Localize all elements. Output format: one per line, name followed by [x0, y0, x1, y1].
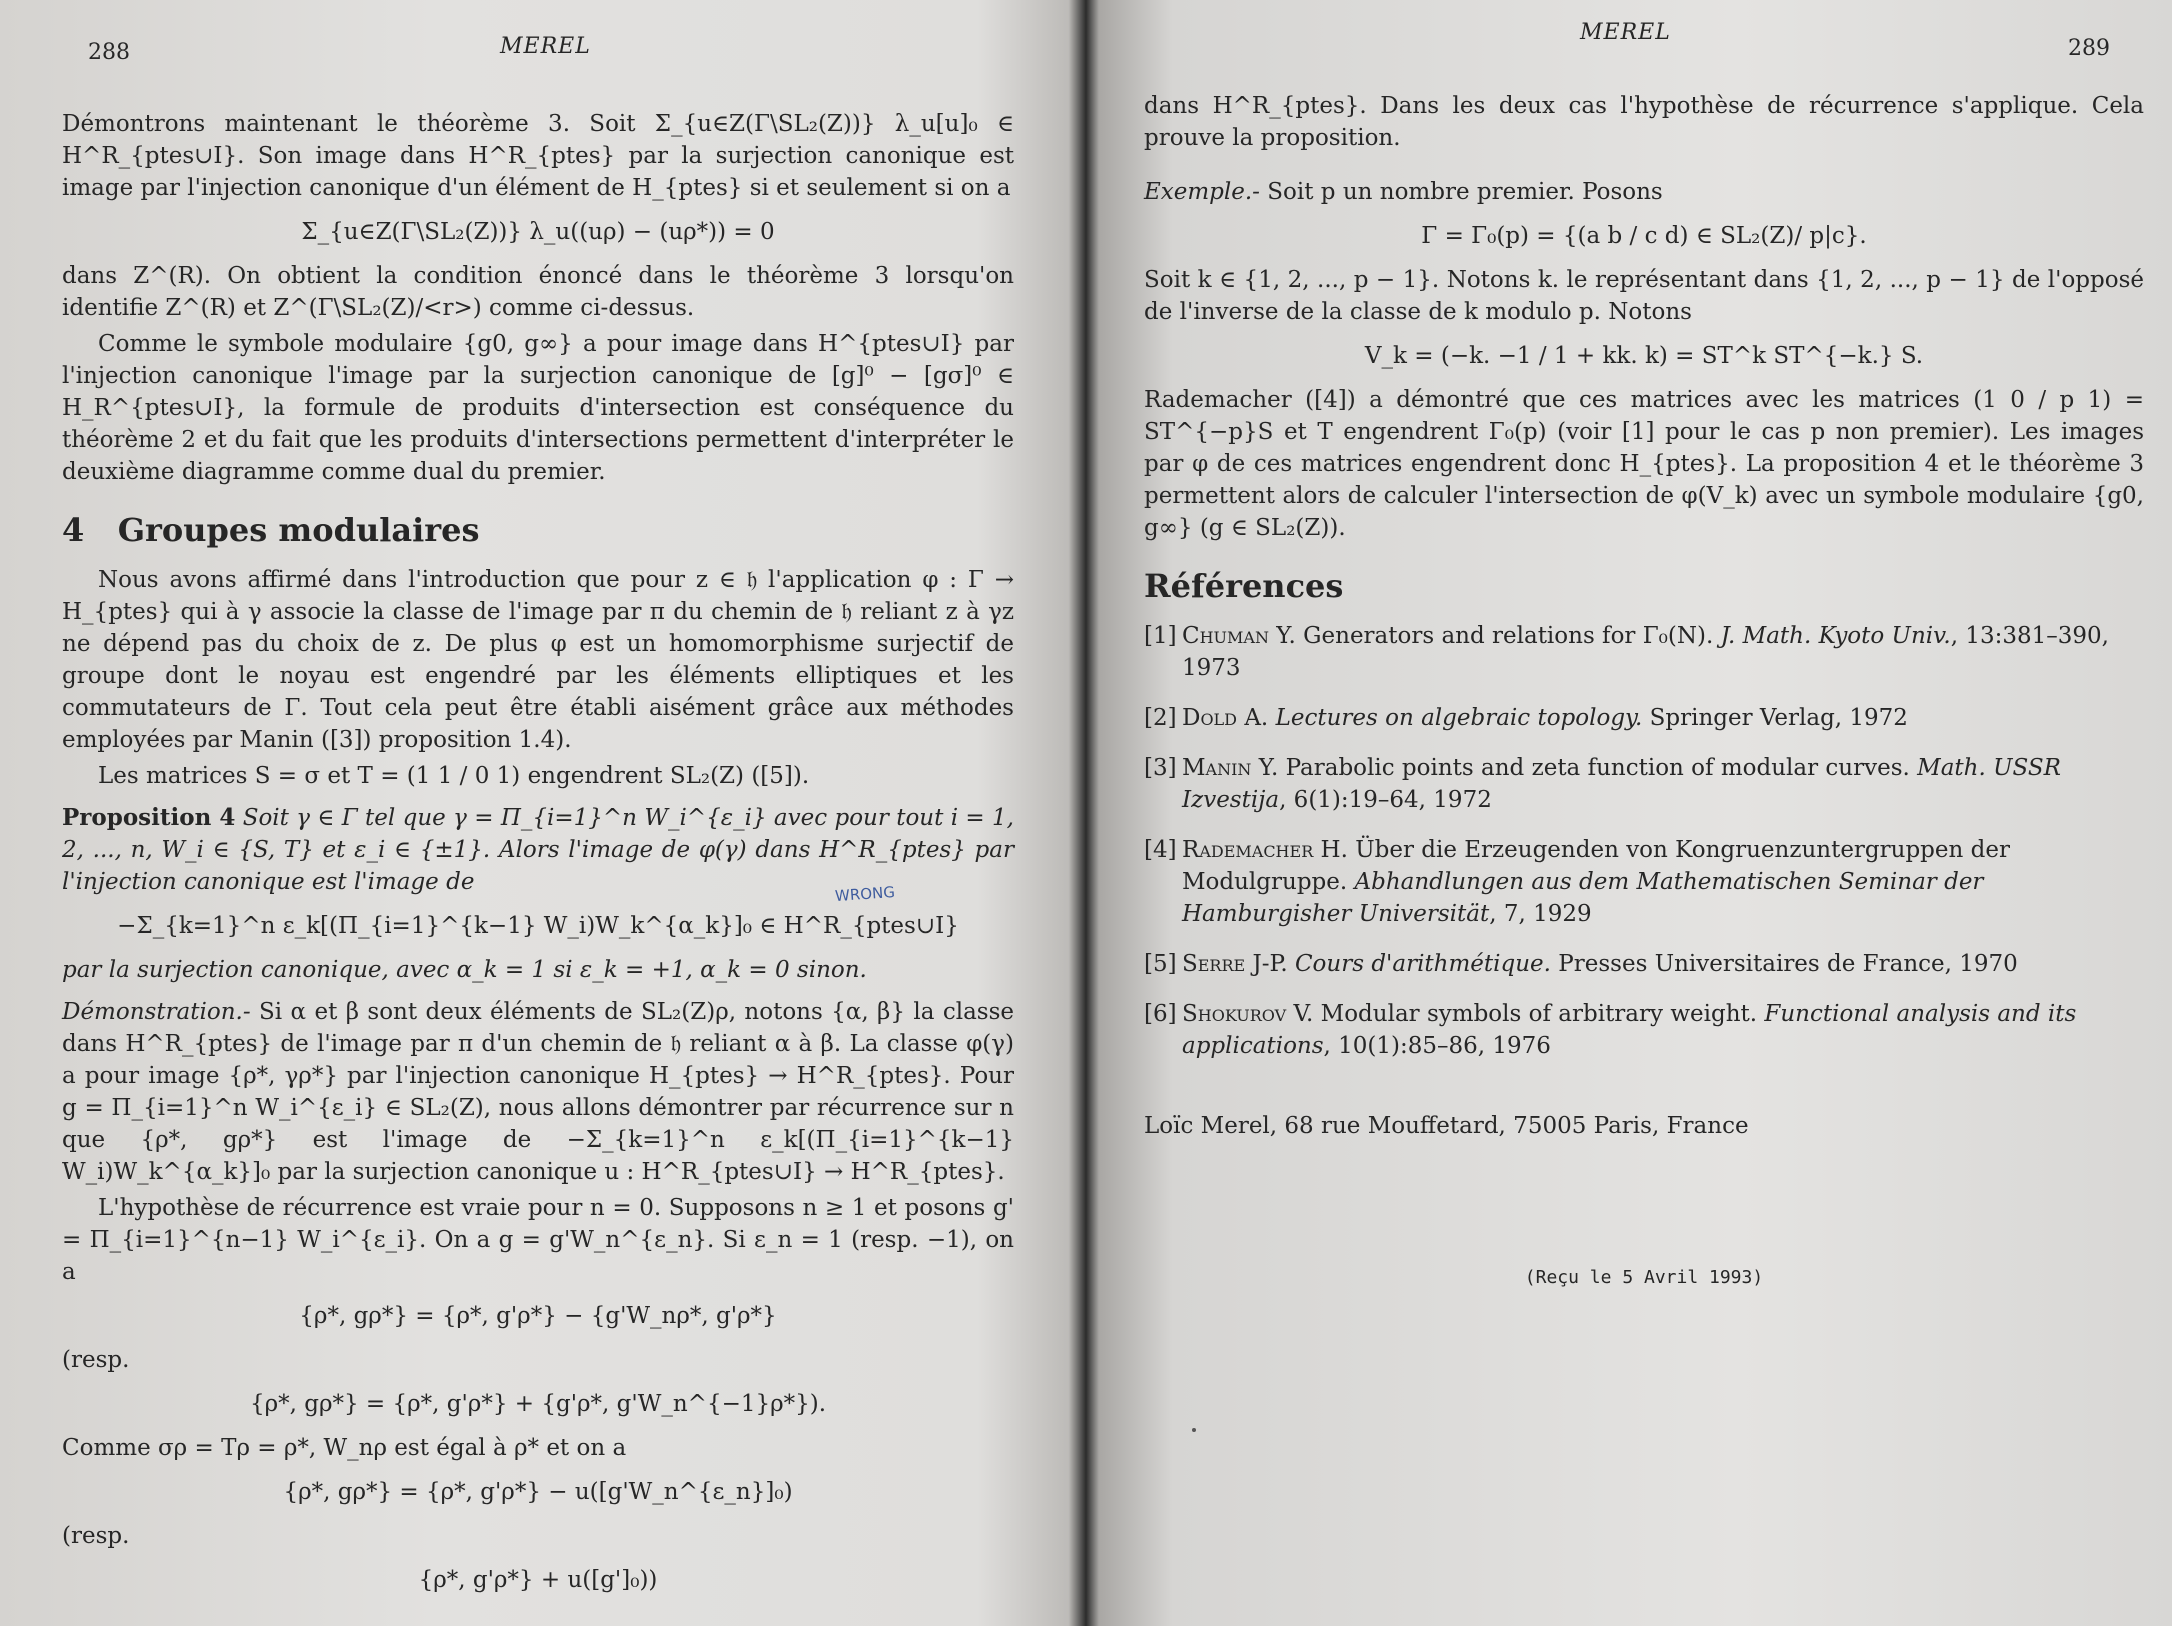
reference-rest: , 7, 1929	[1489, 901, 1592, 927]
paragraph: L'hypothèse de récurrence est vraie pour n = 0. Supposons n ≥ 1 et posons g' = Π_{i=1}^{n−1} W_i^{ε_i}. On a g = g'W_n^{ε_n}. Si ε_n = 1 (resp. −1), on a	[62, 1195, 1014, 1285]
proposition-equation: −Σ_{k=1}^n ε_k[(Π_{i=1}^{k−1} W_i)W_k^{α_k}]₀ ∈ H^R_{ptes∪I}	[117, 913, 959, 939]
resp-label: (resp.	[62, 1347, 130, 1373]
reference-item	[1144, 702, 2144, 734]
equation: Σ_{u∈Z(Γ\SL₂(Z))} λ_u((uρ) − (uρ*)) = 0	[301, 219, 775, 245]
reference-title: Über die Erzeugenden von Kongruenzuntergruppen der Modulgruppe.	[1182, 837, 2010, 895]
reference-item	[1144, 752, 2144, 816]
references-heading: Références	[1144, 567, 1344, 605]
section-number: 4	[62, 511, 85, 549]
reference-venue: J. Math. Kyoto Univ.	[1720, 623, 1951, 649]
proposition-text: Soit γ ∈ Γ tel que γ = Π_{i=1}^n W_i^{ε_i} avec pour tout i = 1, 2, ..., n, W_i ∈ {S, T} et ε_i ∈ {±1}. Alors l'image de φ(γ) dans H^R_{ptes} par l'injection canonique est l'image de	[62, 805, 1014, 895]
left-page-body	[62, 108, 1014, 1608]
running-head: MEREL	[1580, 20, 1671, 45]
reference-rest: Springer Verlag, 1972	[1649, 705, 1908, 731]
reference-number: [6]	[1144, 1001, 1177, 1027]
reference-author: Rademacher H.	[1182, 837, 1348, 863]
print-speck	[1192, 1428, 1196, 1432]
paragraph: Nous avons affirmé dans l'introduction que pour z ∈ 𝔥 l'application φ : Γ → H_{ptes} qui à γ associe la classe de l'image par π du chemin de 𝔥 reliant z à γz ne dépend pas du choix de z. De plus φ est un homomorphisme surjectif de groupe dont le noyau est engendré par les éléments elliptiques et les commutateurs de Γ. Tout cela peut être établi aisément grâce aux méthodes employées par Manin ([3]) proposition 1.4).	[62, 567, 1014, 753]
author-address: Loïc Merel, 68 rue Mouffetard, 75005 Paris, France	[1144, 1113, 1749, 1139]
paragraph: Rademacher ([4]) a démontré que ces matrices avec les matrices (1 0 / p 1) = ST^{−p}S et T engendrent Γ₀(p) (voir [1] pour le cas p non premier). Les images par φ de ces matrices engendrent donc H_{ptes}. La proposition 4 et le théorème 3 permettent alors de calculer l'intersection de φ(V_k) avec un symbole modulaire {g0, g∞} (g ∈ SL₂(Z)).	[1144, 387, 2144, 541]
reference-author: Shokurov V.	[1182, 1001, 1314, 1027]
example-label: Exemple.-	[1144, 179, 1260, 205]
reference-title: Lectures on algebraic topology.	[1275, 705, 1643, 731]
paragraph: Soit k ∈ {1, 2, ..., p − 1}. Notons k. le représentant dans {1, 2, ..., p − 1} de l'opposé de l'inverse de la classe de k modulo p. Notons	[1144, 267, 2144, 325]
right-page	[1100, 0, 2172, 1626]
reference-number: [3]	[1144, 755, 1177, 781]
reference-item	[1144, 998, 2144, 1062]
reference-number: [5]	[1144, 951, 1177, 977]
paragraph: Démontrons maintenant le théorème 3. Soit Σ_{u∈Z(Γ\SL₂(Z))} λ_u[u]₀ ∈ H^R_{ptes∪I}. Son image dans H^R_{ptes} par la surjection canonique est image par l'injection canonique d'un élément de H_{ptes} si et seulement si on a	[62, 111, 1014, 201]
reference-number: [2]	[1144, 705, 1177, 731]
paragraph: Comme le symbole modulaire {g0, g∞} a pour image dans H^{ptes∪I} par l'injection canonique l'image par la surjection canonique de [g]⁰ − [gσ]⁰ ∈ H_R^{ptes∪I}, la formule de produits d'intersection est conséquence du théorème 2 et du fait que les produits d'intersections permettent d'interpréter le deuxième diagramme comme dual du premier.	[62, 331, 1014, 485]
section-title: Groupes modulaires	[117, 511, 480, 549]
reference-author: Chuman Y.	[1182, 623, 1296, 649]
reference-number: [4]	[1144, 837, 1177, 863]
equation: {ρ*, gρ*} = {ρ*, g'ρ*} − {g'W_nρ*, g'ρ*}	[299, 1303, 777, 1329]
equation: V_k = (−k. −1 / 1 + kk. k) = ST^k ST^{−k.} S.	[1364, 343, 1924, 369]
reference-venue: Math. USSR Izvestija	[1182, 755, 2061, 813]
equation: Γ = Γ₀(p) = {(a b / c d) ∈ SL₂(Z)/ p|c}.	[1421, 223, 1867, 249]
reference-item	[1144, 834, 2144, 930]
reference-author: Dold A.	[1182, 705, 1269, 731]
reference-title: Parabolic points and zeta function of modular curves.	[1285, 755, 1910, 781]
demonstration	[62, 996, 1014, 1188]
reference-number: [1]	[1144, 623, 1177, 649]
proposition-tail: par la surjection canonique, avec α_k = 1 si ε_k = +1, α_k = 0 sinon.	[62, 957, 867, 983]
left-page	[0, 0, 1060, 1626]
section-heading	[62, 511, 1014, 549]
reference-venue: Abhandlungen aus dem Mathematischen Seminar der Hamburgisher Universität	[1182, 869, 1984, 927]
right-page-body	[1144, 90, 2144, 1294]
equation: {ρ*, gρ*} = {ρ*, g'ρ*} + {g'ρ*, g'W_n^{−1}ρ*}).	[249, 1391, 827, 1417]
received-date: (Reçu le 5 Avril 1993)	[1524, 1267, 1764, 1288]
paragraph: Les matrices S = σ et T = (1 1 / 0 1) engendrent SL₂(Z) ([5]).	[98, 763, 810, 789]
reference-item	[1144, 620, 2144, 684]
reference-rest: , 6(1):19–64, 1972	[1279, 787, 1492, 813]
reference-venue: Cours d'arithmétique.	[1294, 951, 1551, 977]
proposition-label: Proposition 4	[62, 804, 236, 831]
example-text: Soit p un nombre premier. Posons	[1267, 179, 1663, 205]
paragraph: dans H^R_{ptes}. Dans les deux cas l'hypothèse de récurrence s'applique. Cela prouve la proposition.	[1144, 93, 2144, 151]
example	[1144, 176, 2144, 208]
paragraph: dans Z^(R). On obtient la condition énoncé dans le théorème 3 lorsqu'on identifie Z^(R) et Z^(Γ\SL₂(Z)/<r>) comme ci-dessus.	[62, 263, 1014, 321]
reference-venue: Functional analysis and its applications	[1182, 1001, 2077, 1059]
references-section	[1144, 567, 2144, 1062]
reference-rest: Presses Universitaires de France, 1970	[1558, 951, 2018, 977]
reference-item	[1144, 948, 2144, 980]
reference-title: Generators and relations for Γ₀(N).	[1303, 623, 1714, 649]
running-head: MEREL	[500, 34, 591, 59]
handwritten-annotation: WRONG	[834, 882, 896, 906]
reference-author: Manin Y.	[1182, 755, 1279, 781]
demo-label: Démonstration.-	[62, 999, 251, 1025]
paragraph: Comme σρ = Tρ = ρ*, W_nρ est égal à ρ* et on a	[62, 1435, 627, 1461]
equation: {ρ*, gρ*} = {ρ*, g'ρ*} − u([g'W_n^{ε_n}]₀)	[283, 1479, 793, 1505]
reference-rest: , 10(1):85–86, 1976	[1323, 1033, 1551, 1059]
resp-label: (resp.	[62, 1523, 130, 1549]
equation: {ρ*, g'ρ*} + u([g']₀))	[418, 1567, 658, 1593]
page-number: 288	[88, 40, 130, 65]
page-number: 289	[2068, 36, 2110, 61]
reference-title: Modular symbols of arbitrary weight.	[1320, 1001, 1758, 1027]
demo-text: Si α et β sont deux éléments de SL₂(Z)ρ, notons {α, β} la classe dans H^R_{ptes} de l'image par π d'un chemin de 𝔥 reliant α à β. La classe φ(γ) a pour image {ρ*, γρ*} par l'injection canonique H_{ptes} → H^R_{ptes}. Pour g = Π_{i=1}^n W_i^{ε_i} ∈ SL₂(Z), nous allons démontrer par récurrence sur n que {ρ*, gρ*} est l'image de −Σ_{k=1}^n ε_k[(Π_{i=1}^{k−1} W_i)W_k^{α_k}]₀ par la surjection canonique u : H^R_{ptes∪I} → H^R_{ptes}.	[62, 999, 1015, 1185]
reference-author: Serre J-P.	[1182, 951, 1288, 977]
reference-rest: , 13:381–390, 1973	[1182, 623, 2109, 681]
